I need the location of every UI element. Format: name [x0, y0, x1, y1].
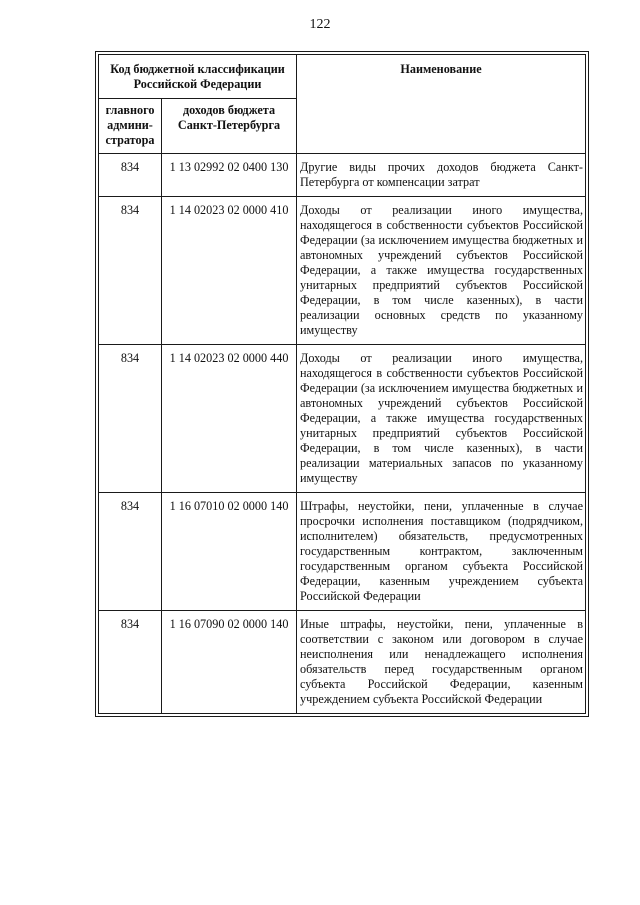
- income-code-cell: 1 14 02023 02 0000 440: [162, 345, 297, 493]
- table-row: [99, 611, 586, 714]
- code-group-header: Код бюджетной классификации Российской Федерации: [99, 55, 297, 99]
- table-row: [99, 154, 586, 197]
- table-row: [99, 345, 586, 493]
- admin-code-cell: 834: [99, 345, 162, 493]
- table-row: [99, 493, 586, 611]
- admin-code-cell: 834: [99, 197, 162, 345]
- admin-code-cell: 834: [99, 611, 162, 714]
- name-cell: Другие виды прочих доходов бюджета Санкт-Петербурга от компенсации затрат: [297, 154, 586, 197]
- admin-code-cell: 834: [99, 493, 162, 611]
- name-cell: Иные штрафы, неустойки, пени, уплаченные в соответствии с законом или договором в случае неисполнения или ненадлежащего исполнения обязательств перед государственным органом субъекта Российской Федерации, казенным учреждением субъекта Российской Федерации: [297, 611, 586, 714]
- name-cell: Штрафы, неустойки, пени, уплаченные в случае просрочки исполнения поставщиком (подрядчиком, исполнителем) обязательств, предусмотренных государственным контрактом, заключенным государственным органом субъекта Российской Федерации, казенным учреждением субъекта Российской Федерации: [297, 493, 586, 611]
- income-code-cell: 1 16 07090 02 0000 140: [162, 611, 297, 714]
- table-header-row: [99, 55, 586, 99]
- admin-subheader: главного админи-стратора: [99, 99, 162, 154]
- income-subheader: доходов бюджета Санкт-Петербурга: [162, 99, 297, 154]
- table-row: [99, 197, 586, 345]
- name-cell: Доходы от реализации иного имущества, находящегося в собственности субъектов Российской Федерации (за исключением имущества бюджетных и автономных учреждений субъектов Российской Федерации, а также имущества государственных унитарных предприятий субъектов Российской Федерации, в том числе казенных), в части реализации материальных запасов по указанному имуществу: [297, 345, 586, 493]
- income-code-cell: 1 16 07010 02 0000 140: [162, 493, 297, 611]
- budget-classification-table: [98, 54, 586, 714]
- page-number: 122: [309, 17, 331, 32]
- name-header: Наименование: [297, 55, 586, 154]
- income-code-cell: 1 14 02023 02 0000 410: [162, 197, 297, 345]
- name-cell: Доходы от реализации иного имущества, находящегося в собственности субъектов Российской Федерации (за исключением имущества бюджетных и автономных учреждений субъектов Российской Федерации, а также имущества государственных унитарных предприятий субъектов Российской Федерации, в том числе казенных), в части реализации основных средств по указанному имуществу: [297, 197, 586, 345]
- admin-code-cell: 834: [99, 154, 162, 197]
- income-code-cell: 1 13 02992 02 0400 130: [162, 154, 297, 197]
